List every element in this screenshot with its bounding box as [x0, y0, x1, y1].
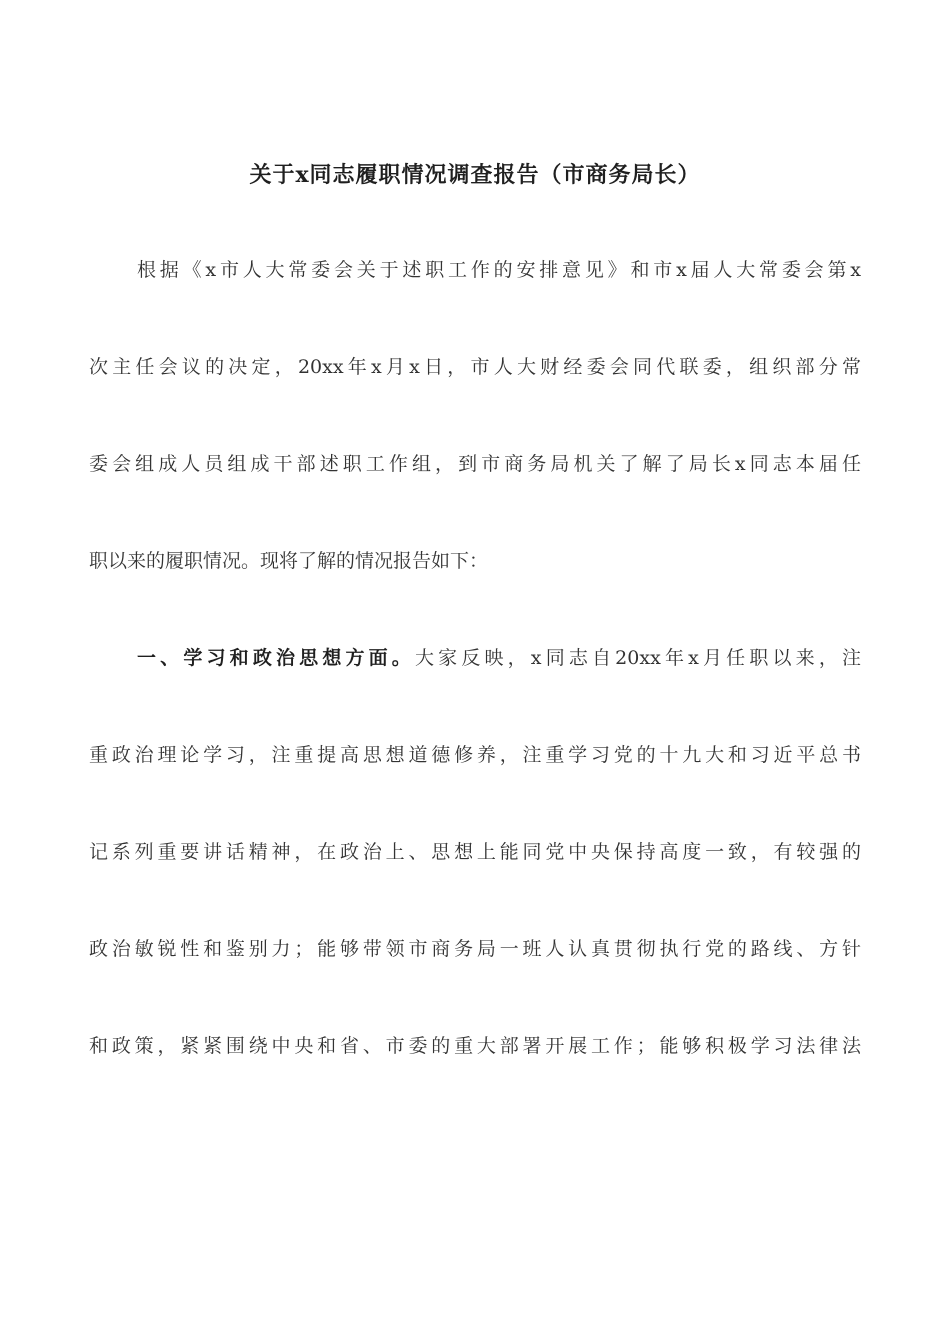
- document-body: [89, 240, 861, 1113]
- paragraph-1-line-1: 根据《x市人大常委会关于述职工作的安排意见》和市x届人大常委会第x: [137, 259, 861, 281]
- paragraph-2-line-1-text: 大家反映，x同志自20xx年x月任职以来，注: [414, 647, 861, 669]
- paragraph-2-line-1: [89, 628, 861, 725]
- paragraph-1-line-4: 职以来的履职情况。现将了解的情况报告如下：: [89, 550, 489, 572]
- paragraph-2-line-2: 重政治理论学习，注重提高思想道德修养，注重学习党的十九大和习近平总书: [89, 744, 861, 766]
- paragraph-2-line-5: 和政策，紧紧围绕中央和省、市委的重大部署开展工作；能够积极学习法律法: [89, 1035, 861, 1057]
- paragraph-1-line-3: 委会组成人员组成干部述职工作组，到市商务局机关了解了局长x同志本届任: [89, 453, 861, 475]
- section-heading: 一、学习和政治思想方面。: [137, 647, 415, 669]
- document-title: 关于x同志履职情况调查报告（市商务局长）: [249, 162, 701, 188]
- paragraph-2-line-3: 记系列重要讲话精神，在政治上、思想上能同党中央保持高度一致，有较强的: [89, 841, 861, 863]
- paragraph-1-line-2: 次主任会议的决定，20xx年x月x日，市人大财经委会同代联委，组织部分常: [89, 356, 861, 378]
- paragraph-2-line-4: 政治敏锐性和鉴别力；能够带领市商务局一班人认真贯彻执行党的路线、方针: [89, 938, 861, 960]
